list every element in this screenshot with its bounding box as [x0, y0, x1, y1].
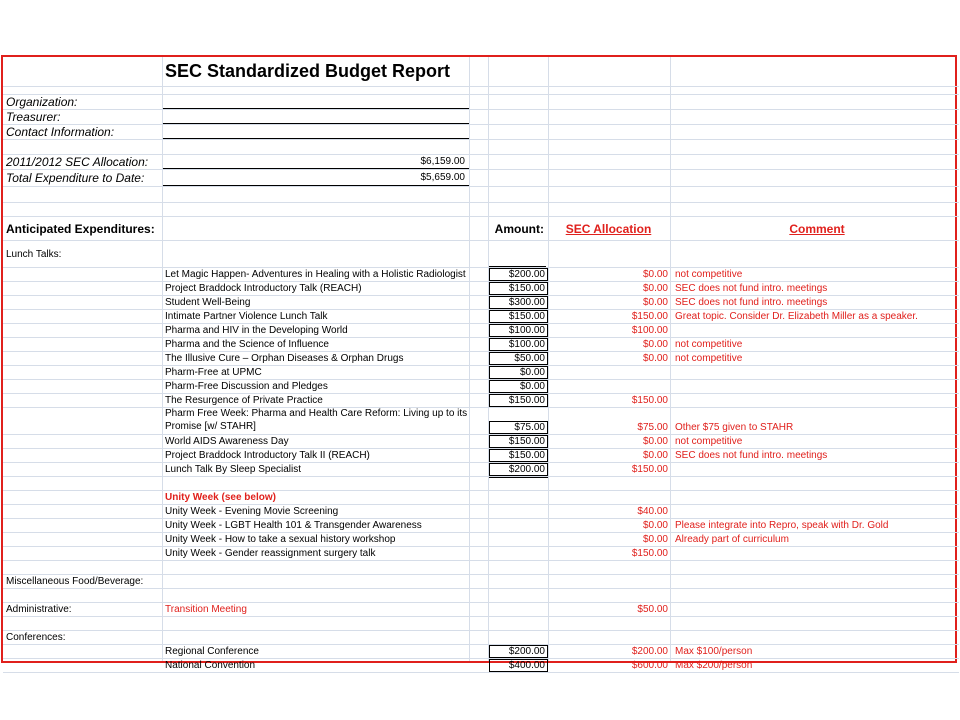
- item-name: Project Braddock Introductory Talk (REACH): [165, 283, 362, 294]
- item-amount[interactable]: $50.00: [489, 352, 548, 365]
- organization-label: Organization:: [6, 95, 78, 109]
- item-comment: SEC does not fund intro. meetings: [675, 450, 828, 461]
- item-name: Unity Week - Gender reassignment surgery talk: [165, 548, 376, 559]
- item-allocation: [549, 366, 670, 379]
- organization-field[interactable]: [163, 95, 469, 109]
- item-amount[interactable]: $150.00: [489, 449, 548, 462]
- amount-header: Amount:: [494, 221, 544, 236]
- item-name: Regional Conference: [165, 646, 259, 657]
- item-amount[interactable]: $400.00: [489, 659, 548, 672]
- spacer-row: [3, 87, 959, 95]
- item-allocation: $200.00: [631, 646, 668, 657]
- table-row: [3, 547, 959, 561]
- table-row: [3, 366, 959, 380]
- treasurer-row: [3, 110, 959, 125]
- lunch-talks-label: Lunch Talks:: [6, 248, 62, 260]
- spacer-row: [3, 561, 959, 575]
- budget-spreadsheet: [1, 55, 957, 671]
- item-allocation: $150.00: [631, 548, 668, 559]
- item-amount[interactable]: $150.00: [489, 282, 548, 295]
- item-amount[interactable]: $200.00: [489, 268, 548, 281]
- item-allocation: $75.00: [637, 422, 668, 433]
- admin-item-name: Transition Meeting: [165, 604, 247, 615]
- table-row: [3, 505, 959, 519]
- table-row: [3, 408, 959, 435]
- contact-row: [3, 125, 959, 140]
- table-row: [3, 338, 959, 352]
- expenditure-label: Total Expenditure to Date:: [6, 171, 145, 185]
- spacer-row: [3, 187, 959, 203]
- table-row: [3, 268, 959, 282]
- item-comment: [671, 380, 959, 393]
- item-allocation: $600.00: [631, 660, 668, 671]
- item-name: Intimate Partner Violence Lunch Talk: [165, 311, 328, 322]
- item-amount[interactable]: $150.00: [489, 394, 548, 407]
- misc-label: Miscellaneous Food/Beverage:: [6, 576, 144, 587]
- item-comment: SEC does not fund intro. meetings: [675, 297, 828, 308]
- item-allocation: $0.00: [642, 353, 668, 364]
- item-name: Pharma and HIV in the Developing World: [165, 325, 348, 336]
- item-comment: [671, 324, 959, 337]
- item-allocation: $150.00: [631, 311, 668, 322]
- admin-row: [3, 603, 959, 617]
- item-comment: Max $200/person: [675, 660, 753, 671]
- item-comment: Please integrate into Repro, speak with Dr. Gold: [675, 520, 889, 531]
- table-row: [3, 310, 959, 324]
- spacer-row: [3, 477, 959, 491]
- item-allocation: $150.00: [631, 464, 668, 475]
- item-amount[interactable]: $100.00: [489, 338, 548, 351]
- item-amount[interactable]: $150.00: [489, 435, 548, 448]
- item-name: World AIDS Awareness Day: [165, 436, 289, 447]
- spacer-row: [3, 203, 959, 217]
- item-amount[interactable]: $150.00: [489, 310, 548, 323]
- item-name: Pharma and the Science of Influence: [165, 339, 329, 350]
- comment-header: Comment: [789, 221, 845, 236]
- item-allocation: $0.00: [642, 297, 668, 308]
- item-name: Unity Week - Evening Movie Screening: [165, 506, 339, 517]
- item-comment: not competitive: [675, 436, 743, 447]
- item-allocation: $0.00: [642, 436, 668, 447]
- organization-row: [3, 95, 959, 110]
- item-comment: [671, 505, 959, 518]
- table-row: [3, 519, 959, 533]
- item-amount[interactable]: $0.00: [489, 380, 548, 393]
- table-row: [3, 282, 959, 296]
- item-amount[interactable]: $200.00: [489, 645, 548, 658]
- sec-allocation-header: SEC Allocation: [565, 221, 652, 236]
- item-allocation: $0.00: [642, 339, 668, 350]
- conferences-label-row: [3, 631, 959, 645]
- item-comment: not competitive: [675, 353, 743, 364]
- table-row: [3, 659, 959, 673]
- treasurer-label: Treasurer:: [6, 110, 61, 124]
- item-comment: [671, 463, 959, 476]
- item-name: Unity Week - How to take a sexual history workshop: [165, 534, 396, 545]
- item-comment: [671, 394, 959, 407]
- unity-label-row: [3, 491, 959, 505]
- item-comment: Already part of curriculum: [675, 534, 789, 545]
- allocation-row: [3, 155, 959, 170]
- item-name: Lunch Talk By Sleep Specialist: [165, 464, 302, 475]
- item-comment: not competitive: [675, 339, 743, 350]
- item-comment: Other $75 given to STAHR: [675, 422, 794, 433]
- table-row: [3, 463, 959, 477]
- misc-row: [3, 575, 959, 589]
- item-allocation: $150.00: [631, 395, 668, 406]
- item-name: Unity Week - LGBT Health 101 & Transgender Awareness: [165, 520, 422, 531]
- item-name: Pharm Free Week: Pharma and Health Care Reform: Living up to its Promise [w/ STAHR]: [165, 408, 468, 432]
- item-name: Project Braddock Introductory Talk II (REACH): [165, 450, 370, 461]
- item-allocation: $0.00: [642, 269, 668, 280]
- item-allocation: $0.00: [642, 534, 668, 545]
- anticipated-header: Anticipated Expenditures:: [6, 221, 155, 236]
- conferences-label: Conferences:: [6, 632, 66, 643]
- title-row: [3, 57, 959, 87]
- spacer-row: [3, 589, 959, 603]
- item-allocation: $40.00: [637, 506, 668, 517]
- item-amount[interactable]: $200.00: [489, 463, 548, 476]
- lunch-label-row: [3, 241, 959, 268]
- table-row: [3, 394, 959, 408]
- spacer-row: [3, 617, 959, 631]
- item-comment: Great topic. Consider Dr. Elizabeth Miller as a speaker.: [675, 311, 918, 322]
- contact-field[interactable]: [163, 125, 469, 139]
- report-title: SEC Standardized Budget Report: [165, 61, 451, 81]
- amount-cell: [489, 477, 548, 490]
- item-name: National Convention: [165, 660, 256, 671]
- table-row: [3, 380, 959, 394]
- item-name: The Resurgence of Private Practice: [165, 395, 323, 406]
- item-amount[interactable]: $300.00: [489, 296, 548, 309]
- item-name: Pharm-Free Discussion and Pledges: [165, 381, 328, 392]
- allocation-label: 2011/2012 SEC Allocation:: [6, 155, 149, 169]
- item-comment: [671, 547, 959, 560]
- table-row: [3, 645, 959, 659]
- item-amount[interactable]: $0.00: [489, 366, 548, 379]
- item-allocation: $0.00: [642, 283, 668, 294]
- item-name: Student Well-Being: [165, 297, 251, 308]
- expenditure-row: [3, 170, 959, 187]
- table-row: [3, 352, 959, 366]
- table-row: [3, 449, 959, 463]
- item-allocation: $0.00: [642, 450, 668, 461]
- admin-allocation: $50.00: [637, 604, 668, 615]
- expenditure-value[interactable]: $5,659.00: [163, 170, 469, 186]
- administrative-label: Administrative:: [6, 604, 72, 615]
- table-row: [3, 296, 959, 310]
- item-comment: SEC does not fund intro. meetings: [675, 283, 828, 294]
- item-name: The Illusive Cure – Orphan Diseases & Orphan Drugs: [165, 353, 404, 364]
- item-comment: [671, 366, 959, 379]
- spacer-row: [3, 140, 959, 155]
- table-row: [3, 435, 959, 449]
- amount-cell: [489, 241, 548, 267]
- item-allocation: $100.00: [631, 325, 668, 336]
- item-name: Let Magic Happen- Adventures in Healing with a Holistic Radiologist: [165, 269, 466, 280]
- item-amount[interactable]: $100.00: [489, 324, 548, 337]
- unity-week-label: Unity Week (see below): [165, 492, 276, 503]
- table-row: [3, 533, 959, 547]
- allocation-value[interactable]: $6,159.00: [163, 155, 469, 169]
- table-row: [3, 324, 959, 338]
- item-allocation: $0.00: [642, 520, 668, 531]
- treasurer-field[interactable]: [163, 110, 469, 124]
- item-comment: Max $100/person: [675, 646, 753, 657]
- contact-label: Contact Information:: [6, 125, 115, 139]
- item-amount[interactable]: $75.00: [489, 421, 548, 434]
- header-row: [3, 217, 959, 241]
- item-name: Pharm-Free at UPMC: [165, 367, 262, 378]
- item-comment: not competitive: [675, 269, 743, 280]
- item-allocation: [549, 380, 670, 393]
